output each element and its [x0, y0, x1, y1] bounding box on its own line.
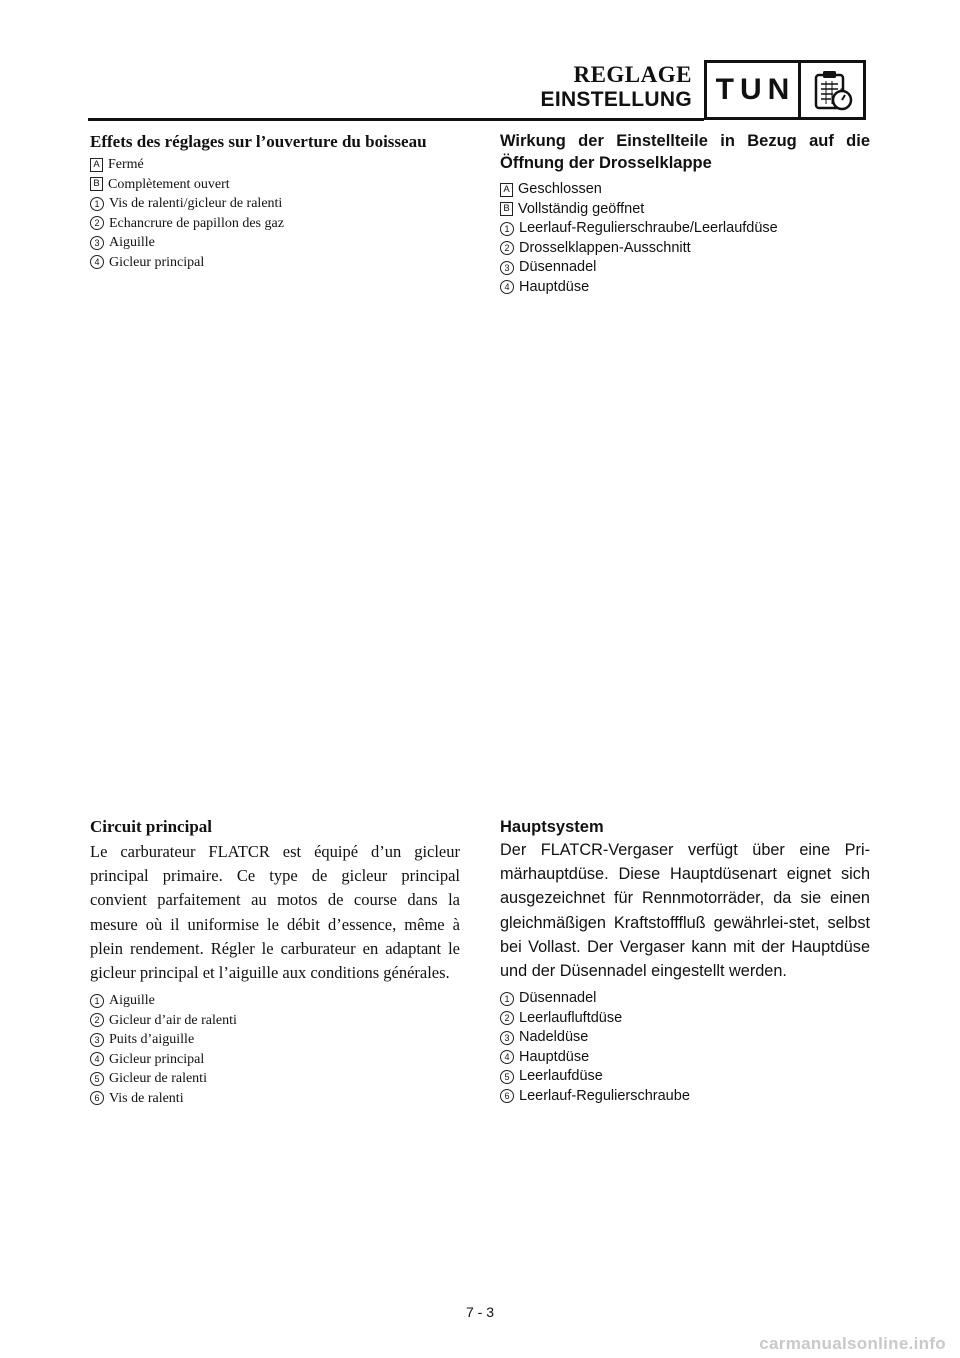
legend-number: 3 [90, 236, 104, 250]
legend-text: Puits d’aiguille [109, 1032, 195, 1048]
list-item [90, 1050, 460, 1070]
legend-number: 1 [500, 992, 514, 1006]
legend-number: 6 [90, 1091, 104, 1105]
legend-text: Leerlauf-Regulierschraube/Leerlaufdüse [519, 220, 778, 236]
list-item [500, 278, 870, 298]
legend-text: Complètement ouvert [108, 176, 230, 192]
legend-number: 1 [90, 197, 104, 211]
list-item [500, 1028, 870, 1048]
legend-number: 4 [500, 280, 514, 294]
list-item [90, 1030, 460, 1050]
legend-text: Leerlaufluftdüse [519, 1009, 623, 1026]
header-title-de: EINSTELLUNG [540, 88, 692, 111]
legend-text: Gicleur principal [109, 1051, 205, 1067]
legend-text: Düsennadel [519, 259, 597, 275]
list-item [90, 155, 460, 175]
list-item [90, 214, 460, 234]
list-item [500, 200, 870, 220]
section-heading-de: Wirkung der Einstellteile in Bezug auf die Öffnung der Drosselklappe [500, 132, 870, 172]
legend-text: Echancrure de papillon des gaz [109, 215, 284, 231]
bottom-left-section [90, 816, 460, 1108]
list-item [500, 1067, 870, 1087]
legend-marker: B [90, 177, 103, 191]
legend-text: Leerlaufdüse [519, 1068, 603, 1085]
list-item [500, 239, 870, 259]
legend-list-de [500, 989, 870, 1106]
body-paragraph-fr: Le carburateur FLATCR est équipé d’un gicleur principal primaire. Ce type de gicleur principal convient parfaitement au motos de course dans la mesure où il uniformise le débit d’essence, même à plein rendement. Régler le carburateur en adaptant le gicleur principal et l’aiguille aux conditions générales. [90, 842, 460, 983]
legend-list-de [500, 180, 870, 297]
legend-number: 2 [90, 216, 104, 230]
list-item [90, 991, 460, 1011]
legend-number: 3 [500, 261, 514, 275]
legend-number: 4 [500, 1050, 514, 1064]
list-item [90, 1011, 460, 1031]
legend-number: 2 [90, 1013, 104, 1027]
legend-text: Gicleur de ralenti [109, 1071, 207, 1087]
legend-marker: A [90, 158, 103, 172]
legend-text: Fermé [108, 157, 144, 172]
section-code: TUN [707, 63, 801, 117]
legend-number: 6 [500, 1089, 514, 1103]
page-number: 7 - 3 [465, 1304, 494, 1320]
legend-text: Nadeldüse [519, 1029, 589, 1046]
legend-marker: B [500, 202, 513, 216]
header-rule [88, 118, 704, 121]
list-item [90, 1069, 460, 1089]
list-item [500, 180, 870, 200]
legend-text: Gicleur d’air de ralenti [109, 1012, 237, 1028]
legend-number: 2 [500, 1011, 514, 1025]
legend-list-fr [90, 155, 460, 272]
legend-text: Aiguille [109, 235, 155, 250]
section-heading-fr: Circuit principal [90, 817, 212, 836]
list-item [90, 175, 460, 195]
legend-number: 1 [90, 994, 104, 1008]
section-heading-de: Hauptsystem [500, 818, 604, 836]
list-item [500, 1087, 870, 1107]
legend-number: 4 [90, 1052, 104, 1066]
legend-text: Vis de ralenti/gicleur de ralenti [109, 196, 283, 211]
watermark-text: carmanualsonline.info [759, 1334, 946, 1353]
list-item [500, 1048, 870, 1068]
list-item [500, 219, 870, 239]
clipboard-stopwatch-icon [801, 63, 863, 117]
legend-text: Düsennadel [519, 990, 597, 1007]
list-item [500, 989, 870, 1009]
legend-number: 4 [90, 255, 104, 269]
body-paragraph-de: Der FLATCR-Vergaser verfügt über eine Pri-märhauptdüse. Diese Hauptdüsenart eignet sich ausgezeichnet für Rennmotorräder, da sie einen gleichmäßigen Kraftstofffluß gewährlei-stet, selbst bei Vollast. Der Vergaser kann mit der Hauptdüse und der Düsennadel eingestellt werden. [500, 841, 870, 981]
legend-text: Aiguille [109, 993, 155, 1009]
legend-text: Gicleur principal [109, 254, 205, 270]
legend-text: Hauptdüse [519, 1048, 590, 1065]
legend-number: 5 [90, 1072, 104, 1086]
list-item [500, 258, 870, 278]
list-item [90, 1089, 460, 1109]
list-item [90, 253, 460, 273]
legend-number: 5 [500, 1070, 514, 1084]
legend-text: Vis de ralenti [109, 1090, 184, 1106]
legend-number: 2 [500, 241, 514, 255]
section-badge [704, 60, 866, 120]
legend-text: Drosselklappen-Ausschnitt [519, 239, 691, 256]
legend-number: 3 [500, 1031, 514, 1045]
legend-text: Geschlossen [518, 181, 602, 197]
legend-text: Vollständig geöffnet [518, 200, 645, 217]
legend-number: 3 [90, 1033, 104, 1047]
list-item [500, 1009, 870, 1029]
top-left-section [90, 131, 460, 272]
top-right-section [500, 130, 870, 297]
legend-number: 1 [500, 222, 514, 236]
legend-marker: A [500, 183, 513, 197]
list-item [90, 194, 460, 214]
header-title-fr: REGLAGE [573, 62, 692, 87]
list-item [90, 233, 460, 253]
section-heading-fr: Effets des réglages sur l’ouverture du boisseau [90, 132, 427, 151]
bottom-right-section [500, 816, 870, 1106]
legend-list-fr [90, 991, 460, 1108]
legend-text: Hauptdüse [519, 278, 590, 295]
legend-text: Leerlauf-Regulierschraube [519, 1087, 690, 1104]
